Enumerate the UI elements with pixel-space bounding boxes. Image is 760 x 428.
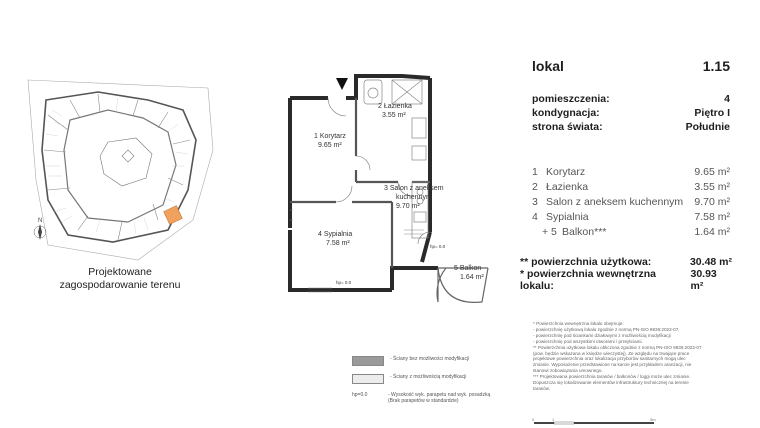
info-rooms-count-value: 4 bbox=[724, 93, 730, 105]
room-area-korytarz: 9.65 m² bbox=[318, 142, 342, 149]
room-label-korytarz: 1 Korytarz bbox=[314, 133, 346, 140]
room-label-balkon: 5 Balkon bbox=[454, 265, 482, 272]
footnote-line: projektowe powierzchnia oraz lokalizacja przyborów sanitarnych mogą ulec bbox=[533, 356, 686, 362]
footnote-line: zmianie. Wyposażenie przedstawione na karcie jest przykładem aranżacji, nie bbox=[533, 362, 692, 368]
list-item bbox=[532, 180, 730, 195]
list-item-balcony bbox=[532, 225, 730, 240]
info-rooms-count-label: pomieszczenia: bbox=[532, 93, 610, 105]
room-list bbox=[532, 165, 730, 240]
room-name: Łazienka bbox=[546, 181, 589, 193]
site-caption-line1: Projektowane bbox=[88, 266, 152, 278]
legend-hp-key: hp=0.0 bbox=[352, 392, 368, 398]
total-usable-label: ** powierzchnia użytkowa: bbox=[520, 256, 652, 268]
room-num: 1 bbox=[532, 166, 538, 178]
room-area: 9.70 m² bbox=[694, 196, 730, 208]
hp-label-salon: hp= 0.0 bbox=[430, 244, 446, 249]
footnote-line: stanowi zobowiązania umownego. bbox=[533, 368, 603, 374]
legend-hp-text2: (Brak parapetów w standardzie) bbox=[388, 398, 459, 404]
info-rooms-count bbox=[532, 93, 730, 105]
footnote-line: *** Projektowana powierzchnia tarasów / balkonów / loggi może ulec zmianie. bbox=[533, 374, 691, 380]
room-name: Korytarz bbox=[546, 166, 586, 178]
room-label-salon: 3 Salon z aneksem bbox=[384, 185, 444, 192]
site-caption bbox=[30, 266, 210, 292]
legend-modifiable-text: - Ściany z możliwością modyfikacji bbox=[390, 374, 467, 380]
room-area-lazienka: 3.55 m² bbox=[382, 112, 406, 119]
footnote-line: Dopuszcza się lokalizowanie elementów infrastruktury technicznej na terenie bbox=[533, 380, 689, 386]
balcony-num: + 5 bbox=[542, 226, 557, 238]
info-orientation-label: strona świata: bbox=[532, 121, 603, 133]
info-orientation-value: Południe bbox=[685, 121, 730, 133]
total-internal-label: * powierzchnia wewnętrzna lokalu: bbox=[520, 268, 656, 292]
legend bbox=[352, 356, 512, 412]
site-north-label: N bbox=[38, 218, 43, 224]
site-caption-line2: zagospodarowanie terenu bbox=[59, 279, 181, 291]
room-name: Salon z aneksem kuchennym bbox=[546, 196, 684, 208]
floor-plan-drawing bbox=[232, 70, 522, 320]
room-num: 4 bbox=[532, 211, 538, 223]
room-label-lazienka: 2 Łazienka bbox=[378, 103, 412, 110]
footnote-line: (pow. będzie wskazana w księdze wieczystej). Ze względu na trwające prace bbox=[533, 350, 690, 356]
scale-bar bbox=[520, 416, 730, 426]
footnote-line: tarasów. bbox=[533, 385, 551, 391]
room-area: 9.65 m² bbox=[694, 166, 730, 178]
balcony-area: 1.64 m² bbox=[694, 226, 730, 238]
footnote-line: - powierzchnię pod wszystkimi otworami / przejściami. bbox=[533, 338, 643, 344]
footnote-line: - powierzchnię pod ściankami działowymi z możliwością modyfikacji bbox=[533, 332, 671, 338]
room-area-sypialnia: 7.58 m² bbox=[326, 240, 350, 247]
footnote-line: * Powierzchnia wewnętrzna lokalu obejmuje: bbox=[533, 321, 624, 326]
room-label-sypialnia: 4 Sypialnia bbox=[318, 231, 353, 238]
room-area-salon: 9.70 m² bbox=[396, 203, 420, 210]
scale-one: 1 bbox=[552, 417, 555, 422]
legend-modifiable bbox=[352, 374, 512, 384]
legend-nonmodifiable-text: - Ściany bez możliwości modyfikacji bbox=[390, 356, 470, 362]
info-level-value: Piętro I bbox=[694, 107, 730, 119]
total-internal bbox=[520, 268, 732, 292]
total-usable-value: 30.48 m² bbox=[689, 256, 732, 268]
room-num: 2 bbox=[532, 181, 538, 193]
room-label-salon-2: kuchennym bbox=[396, 194, 432, 201]
total-usable bbox=[520, 256, 732, 268]
scale-five: 5m bbox=[650, 417, 656, 422]
swatch-light bbox=[352, 374, 384, 384]
info-level bbox=[532, 107, 730, 119]
scale-zero: 0 bbox=[532, 417, 535, 422]
hp-label-sypialnia: hp= 0.0 bbox=[336, 280, 352, 285]
balcony-name: Balkon*** bbox=[562, 226, 607, 238]
total-internal-value: 30.93 m² bbox=[690, 268, 717, 292]
info-level-label: kondygnacja: bbox=[532, 107, 600, 119]
room-num: 3 bbox=[532, 196, 538, 208]
footnote-line: ** Powierzchnia użytkowa lokalu obliczona zgodnie z normą PN-ISO 9836:2022-07 bbox=[533, 344, 702, 350]
footnote-line: - powierzchnię użytkową lokalu zgodnie z normą PN-ISO 9836:2022-07, bbox=[533, 326, 680, 332]
room-area-balkon: 1.64 m² bbox=[460, 274, 484, 281]
list-item bbox=[532, 195, 730, 210]
room-area: 3.55 m² bbox=[694, 181, 730, 193]
room-name: Sypialnia bbox=[546, 211, 589, 223]
unit-title: lokal bbox=[532, 58, 564, 74]
list-item bbox=[532, 165, 730, 180]
footnotes bbox=[533, 321, 733, 392]
list-item bbox=[532, 210, 730, 225]
legend-hp-text: - Wysokość wyk. parapetu nad wyk. posadzką bbox=[388, 392, 491, 398]
unit-number: 1.15 bbox=[702, 58, 730, 74]
legend-hp bbox=[352, 392, 512, 404]
info-orientation bbox=[532, 121, 730, 133]
legend-nonmodifiable bbox=[352, 356, 512, 366]
room-area: 7.58 m² bbox=[694, 211, 730, 223]
swatch-dark bbox=[352, 356, 384, 366]
site-plan-drawing bbox=[18, 70, 228, 270]
